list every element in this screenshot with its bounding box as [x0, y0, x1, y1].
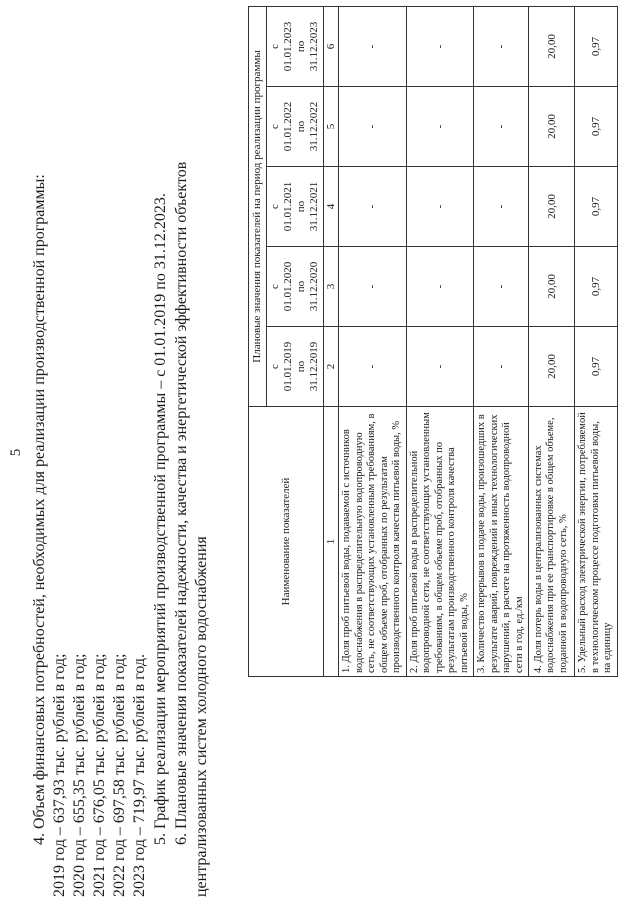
name-column-header: Наименование показателей	[249, 407, 324, 677]
indicator-value: -	[406, 247, 474, 327]
indicator-value: -	[406, 6, 474, 86]
indicator-value: -	[339, 87, 407, 167]
schedule-line: 5. График реализации мероприятий производственной программы – с 01.01.2019 по 31.12.2023.	[152, 193, 169, 845]
period-header-2021: с 01.01.2021 по 31.12.2021	[267, 167, 324, 247]
period-header-2022: с 01.01.2022 по 31.12.2022	[267, 87, 324, 167]
indicator-value: -	[406, 87, 474, 167]
indicator-value: -	[339, 167, 407, 247]
period-header-2019: с 01.01.2019 по 31.12.2019	[267, 327, 324, 407]
indicator-value: 20,00	[529, 247, 575, 327]
indicator-value: 20,00	[529, 327, 575, 407]
table-row	[474, 6, 529, 676]
table-row	[575, 6, 618, 676]
indicator-value: -	[406, 167, 474, 247]
indicator-value: 0,97	[575, 247, 618, 327]
indicator-value: 20,00	[529, 6, 575, 86]
indicator-value: -	[339, 327, 407, 407]
finance-year-2021: 2021 год – 676,05 тыс. рублей в год;	[91, 653, 108, 897]
indicator-name: 3. Количество перерывов в подаче воды, произошедших в результате аварий, повреждений и иных технологических нарушений, в расчете на протяженность водопроводной сети в год, ед./км	[474, 407, 529, 677]
column-number: 4	[324, 167, 339, 247]
indicator-value: 20,00	[529, 87, 575, 167]
finance-year-2020: 2020 год – 655,35 тыс. рублей в год;	[71, 653, 88, 897]
indicator-value: -	[339, 247, 407, 327]
indicator-name: 5. Удельный расход электрической энергии, потребляемой в технологическом процессе подготовки питьевой воды, на единицу	[575, 407, 618, 677]
indicator-value: 0,97	[575, 167, 618, 247]
column-number: 3	[324, 247, 339, 327]
indicator-name: 1. Доля проб питьевой воды, подаваемой с источников водоснабжения в распределительную водопроводную сеть, не соответствующих установленным требованиям, в общем объеме проб, отобранных по результатам производственного контроля качества питьевой воды, %	[339, 407, 407, 677]
indicators-table	[248, 6, 618, 677]
finance-year-2023: 2023 год – 719,97 тыс. рублей в год.	[131, 653, 148, 897]
column-number: 5	[324, 87, 339, 167]
period-column-header: Плановые значения показателей на период реализации программы	[249, 6, 267, 406]
column-number: 2	[324, 327, 339, 407]
table-row	[339, 6, 407, 676]
indicator-value: -	[474, 167, 529, 247]
indicator-name: 4. Доля потерь воды в централизованных системах водоснабжения при ее транспортировке в общем объеме, поданной в водопроводную сеть, %	[529, 407, 575, 677]
table-row	[406, 6, 474, 676]
indicator-value: -	[474, 327, 529, 407]
indicator-value: 0,97	[575, 87, 618, 167]
indicator-value: -	[406, 327, 474, 407]
column-number: 1	[324, 407, 339, 677]
indicator-value: -	[474, 87, 529, 167]
finance-year-2019: 2019 год – 637,93 тыс. рублей в год;	[51, 653, 68, 897]
indicator-value: -	[339, 6, 407, 86]
indicators-title-line1: 6. Плановые значения показателей надежности, качества и энергетической эффективности объектов	[173, 161, 190, 845]
indicator-value: -	[474, 6, 529, 86]
indicator-value: 0,97	[575, 327, 618, 407]
finance-heading: 4. Объем финансовых потребностей, необходимых для реализации производственной программы:	[31, 174, 48, 845]
table-row	[529, 6, 575, 676]
page-number: 5	[8, 448, 24, 457]
indicator-value: -	[474, 247, 529, 327]
indicators-title-line2: централизованных систем холодного водоснабжения	[193, 536, 210, 897]
period-header-2023: с 01.01.2023 по 31.12.2023	[267, 6, 324, 86]
column-number: 6	[324, 6, 339, 86]
finance-year-2022: 2022 год – 697,58 тыс. рублей в год;	[111, 653, 128, 897]
indicator-value: 20,00	[529, 167, 575, 247]
indicator-value: 0,97	[575, 6, 618, 86]
period-header-2020: с 01.01.2020 по 31.12.2020	[267, 247, 324, 327]
indicator-name: 2. Доля проб питьевой воды в распределительной водопроводной сети, не соответствующих установленным требованиям, в общем объеме проб, отобранных по результатам производственного контроля качества питьевой воды, %	[406, 407, 474, 677]
